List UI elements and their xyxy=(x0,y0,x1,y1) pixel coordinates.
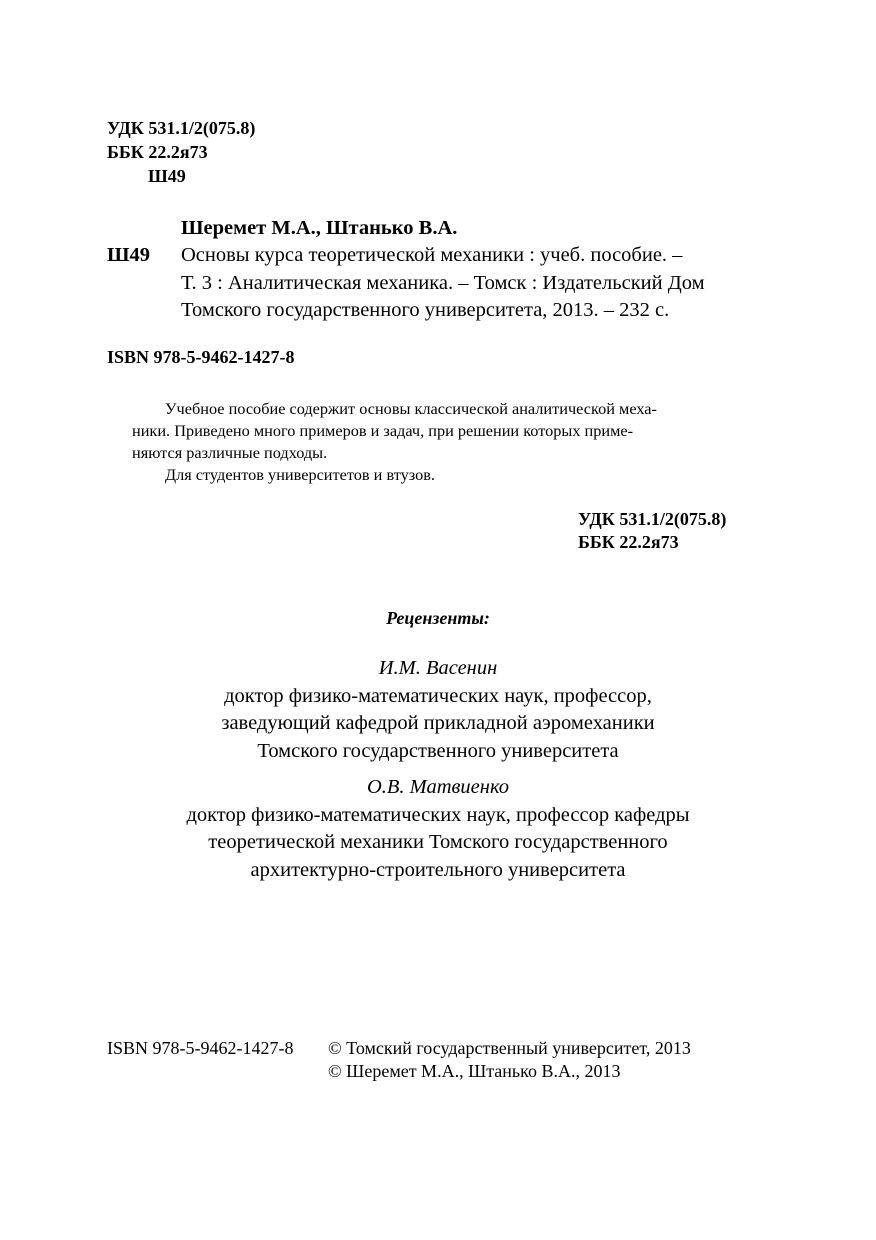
isbn-footer: ISBN 978-5-9462-1427-8 xyxy=(107,1038,294,1058)
reviewers-heading: Рецензенты: xyxy=(386,608,490,628)
isbn-main: ISBN 978-5-9462-1427-8 xyxy=(107,347,295,367)
author-mark: Ш49 xyxy=(107,244,151,266)
udk-code-top: УДК 531.1/2(075.8) xyxy=(107,118,256,138)
reviewer-line: заведующий кафедрой прикладной аэромеханики xyxy=(221,712,655,734)
annotation-line: Для студентов университетов и втузов. xyxy=(165,465,435,484)
reviewer-block xyxy=(0,774,876,884)
reviewer-name: О.В. Матвиенко xyxy=(366,776,510,798)
reviewer-name: И.М. Васенин xyxy=(378,657,498,679)
annotation-line: Учебное пособие содержит основы классической аналитической меха- xyxy=(165,399,657,418)
copyright-line: © Шеремет М.А., Штанько В.А., 2013 xyxy=(328,1061,621,1081)
copyright-line: © Томский государственный университет, 2013 xyxy=(328,1038,691,1058)
annotation xyxy=(132,398,657,486)
reviewer-line: доктор физико-математических наук, профессор, xyxy=(224,684,652,707)
bibliography-line: Т. 3 : Аналитическая механика. – Томск : Издательский Дом xyxy=(181,271,705,294)
bibliographic-description xyxy=(181,242,705,325)
annotation-line: ники. Приведено много примеров и задач, при решении которых приме- xyxy=(132,421,634,440)
bbk-code-top: ББК 22.2я73 xyxy=(107,142,208,162)
authors: Шеремет М.А., Штанько В.А. xyxy=(181,217,458,239)
bibliography-line: Основы курса теоретической механики : учеб. пособие. – xyxy=(181,244,683,266)
bbk-code-right: ББК 22.2я73 xyxy=(578,532,679,552)
reviewer-line: теоретической механики Томского государственного xyxy=(208,831,668,853)
reviewer-line: архитектурно-строительного университета xyxy=(250,858,626,881)
annotation-line: няются различные подходы. xyxy=(132,443,328,462)
copyright-block xyxy=(328,1037,691,1083)
bibliography-line: Томского государственного университета, 2013. – 232 с. xyxy=(181,299,670,321)
reviewer-line: доктор физико-математических наук, профессор кафедры xyxy=(186,803,690,826)
author-mark-top: Ш49 xyxy=(148,166,186,186)
udk-code-right: УДК 531.1/2(075.8) xyxy=(578,509,727,529)
reviewer-line: Томского государственного университета xyxy=(257,739,619,762)
reviewer-block xyxy=(0,655,876,765)
